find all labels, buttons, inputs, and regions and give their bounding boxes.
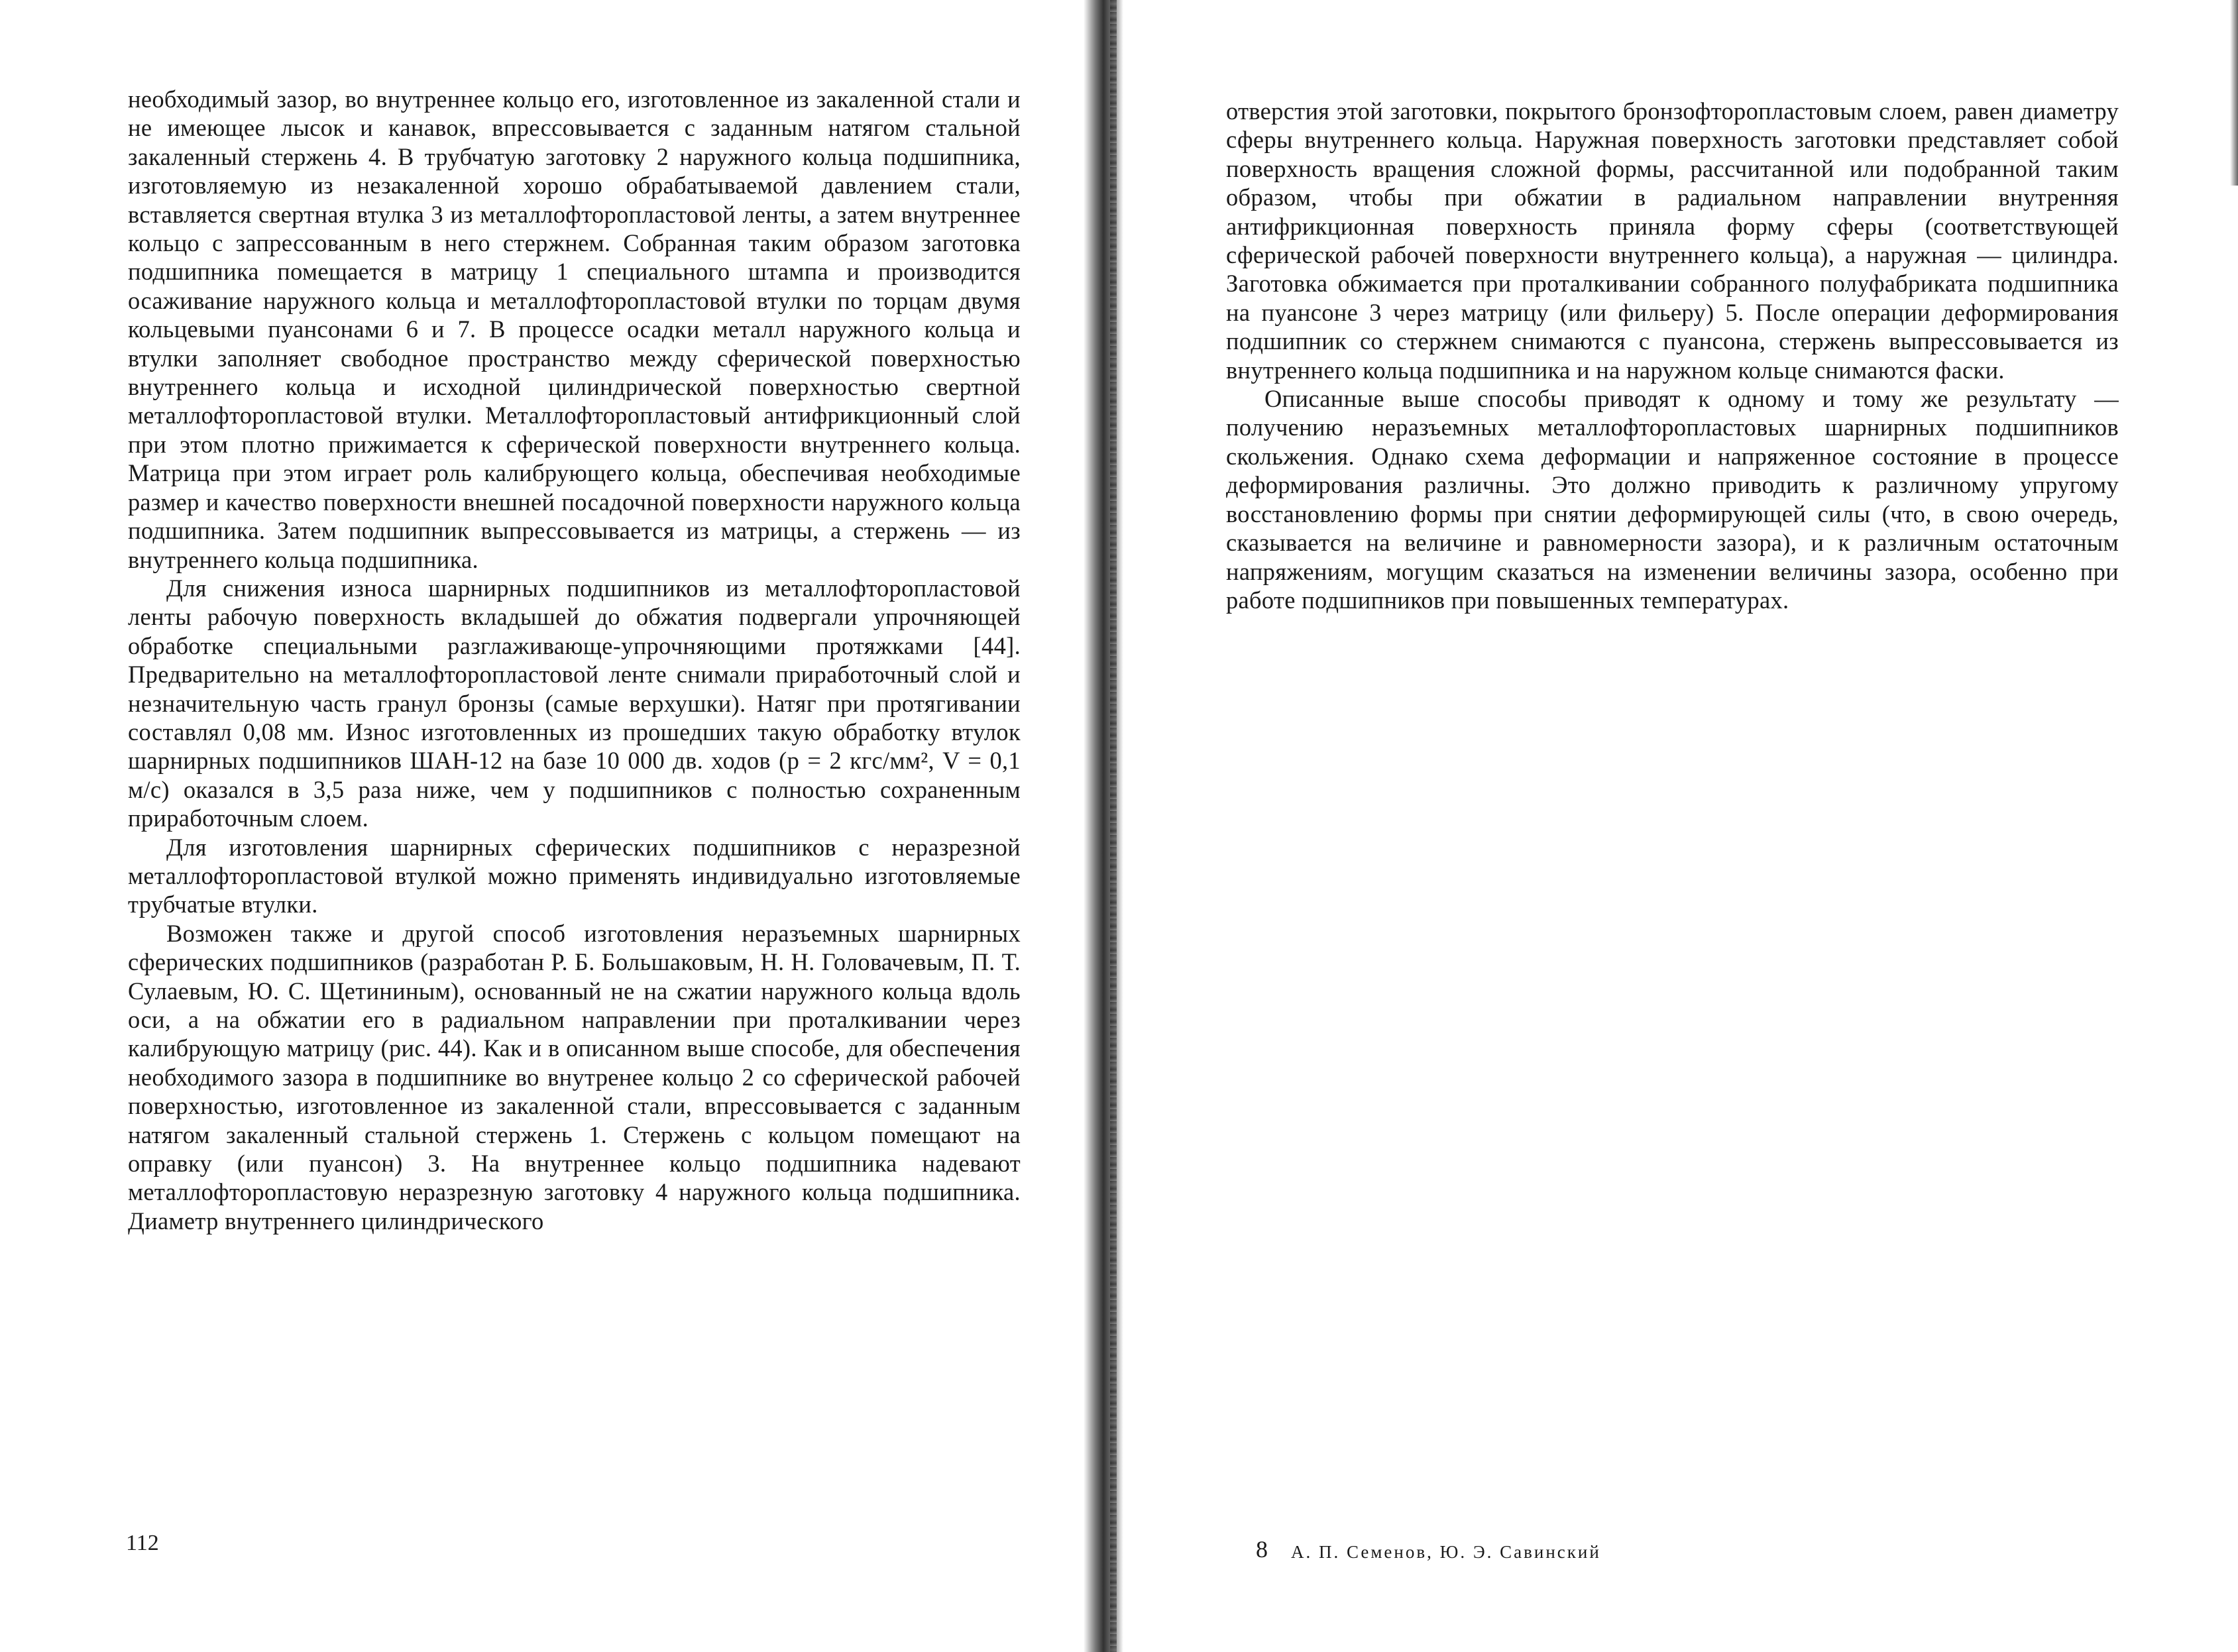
book-gutter-shadow [1084,0,1123,1652]
signature-authors: А. П. Семенов, Ю. Э. Савинский [1291,1542,1601,1562]
right-page-text [1226,97,2119,614]
page-number: 112 [126,1531,159,1555]
right-paragraph-1: отверстия этой заготовки, покрытого бронзофторопластовым слоем, равен диаметру сферы внутреннего кольца. Наружная поверхность заготовки представляет собой поверхность вращения сложной формы, рассчитанной или подобранной таким образом, чтобы при обжатии в радиальном направлении внутренняя антифрикционная поверхность приняла форму сферы (соответствующей сферической рабочей поверхности внутреннего кольца), а наружная — цилиндра. Заготовка обжимается при проталкивании собранного полуфабриката подшипника на пуансоне 3 через матрицу (или фильеру) 5. После операции деформирования подшипник со стержнем снимаются с пуансона, стержень выпрессовывается из внутреннего кольца подшипника и на наружном кольце снимаются фаски. [1226,97,2119,384]
left-paragraph-4: Возможен также и другой способ изготовления неразъемных шарнирных сферических подшипников (разработан Р. Б. Большаковым, Н. Н. Головачевым, П. Т. Сулаевым, Ю. С. Щетининым), основанный не на сжатии наружного кольца вдоль оси, а на обжатии его в радиальном направлении при проталкивании через калибрующую матрицу (рис. 44). Как и в описанном выше способе, для обеспечения необходимого зазора в подшипнике во внутренее кольцо 2 со сферической рабочей поверхностью, изготовленное из закаленной стали, впрессовывается с заданным натягом закаленный стальной стержень 1. Стержень с кольцом помещают на оправку (или пуансон) 3. На внутреннее кольцо подшипника надевают металлофторопластовую неразрезную заготовку 4 наружного кольца подшипника. Диаметр внутреннего цилиндрического [128,919,1021,1235]
book-spine-scan-artifact [1110,0,1117,1652]
left-paragraph-2: Для снижения износа шарнирных подшипников из металлофторопластовой ленты рабочую поверхность вкладышей до обжатия подвергали упрочняющей обработке специальными разглаживающе-упрочняющими протяжками [44]. Предварительно на металлофторопластовой ленте снимали приработочный слой и незначительную часть гранул бронзы (самые верхушки). Натяг при протягивании составлял 0,08 мм. Износ изготовленных из прошедших такую обработку втулок шарнирных подшипников ШАН-12 на базе 10 000 дв. ходов (p = 2 кгс/мм², V = 0,1 м/с) оказался в 3,5 раза ниже, чем у подшипников с полностью сохраненным приработочным слоем. [128,574,1021,832]
left-page [0,0,1093,1652]
right-paragraph-2: Описанные выше способы приводят к одному и тому же результату — получению неразъемных металлофторопластовых шарнирных подшипников скольжения. Однако схема деформации и напряженное состояние в процессе деформирования различны. Это должно приводить к различному упругому восстановлению формы при снятии деформирующей силы (что, в свою очередь, сказывается на величине и равномерности зазора), и к различным остаточным напряжениям, могущим сказаться на изменении величины зазора, особенно при работе подшипников при повышенных температурах. [1226,385,2119,614]
signature-number: 8 [1256,1536,1268,1563]
left-paragraph-1: необходимый зазор, во внутреннее кольцо его, изготовленное из закаленной стали и не имеющее лысок и канавок, впрессовывается с заданным натягом стальной закаленный стержень 4. В трубчатую заготовку 2 наружного кольца подшипника, изготовляемую из незакаленной хорошо обрабатываемой давлением стали, вставляется свертная втулка 3 из металлофторопластовой ленты, а затем внутреннее кольцо с запрессованным в него стержнем. Собранная таким образом заготовка подшипника помещается в матрицу 1 специального штампа и производится осаживание наружного кольца и металлофторопластовой втулки по торцам двумя кольцевыми пуансонами 6 и 7. В процессе осадки металл наружного кольца и втулки заполняет свободное пространство между сферической поверхностью внутреннего кольца и исходной цилиндрической поверхностью свертной металлофторопластовой втулки. Металлофторопластовый антифрикционный слой при этом плотно прижимается к сферической поверхности внутреннего кольца. Матрица при этом играет роль калибрующего кольца, обеспечивая необходимые размер и качество поверхности внешней посадочной поверхности наружного кольца подшипника. Затем подшипник выпрессовывается из матрицы, а стержень — из внутреннего кольца подшипника. [128,85,1021,573]
left-page-text [128,85,1021,1235]
left-paragraph-3: Для изготовления шарнирных сферических подшипников с неразрезной металлофторопластовой втулкой можно применять индивидуально изготовляемые трубчатые втулки. [128,833,1021,918]
